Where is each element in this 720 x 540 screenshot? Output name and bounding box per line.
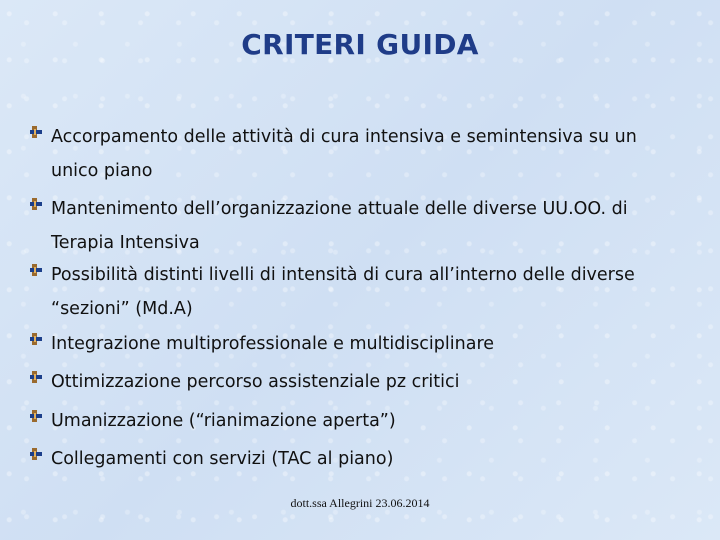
slide-title: CRITERI GUIDA — [241, 28, 479, 61]
bullet-text: Collegamenti con servizi (TAC al piano) — [51, 449, 394, 469]
bullet-text: Ottimizzazione percorso assistenziale pz critici — [51, 372, 460, 392]
bullet-icon — [30, 371, 42, 383]
bullet-icon — [30, 448, 42, 460]
bullet-text: Accorpamento delle attività di cura intensiva e semintensiva su un unico piano — [51, 127, 637, 181]
bullet-text: Umanizzazione (“rianimazione aperta”) — [51, 411, 396, 431]
bullet-icon — [30, 198, 42, 210]
bullet-text: Possibilità distinti livelli di intensità di cura all’interno delle diverse “sezioni” (Md.A) — [51, 265, 635, 319]
bullet-text: Mantenimento dell’organizzazione attuale delle diverse UU.OO. di Terapia Intensiva — [51, 199, 628, 253]
bullet-icon — [30, 333, 42, 345]
bullet-icon — [30, 410, 42, 422]
bullet-icon — [30, 264, 42, 276]
bullet-text: Integrazione multiprofessionale e multidisciplinare — [51, 334, 495, 354]
footer-author-date: dott.ssa Allegrini 23.06.2014 — [290, 496, 430, 510]
bullet-icon — [30, 126, 42, 138]
